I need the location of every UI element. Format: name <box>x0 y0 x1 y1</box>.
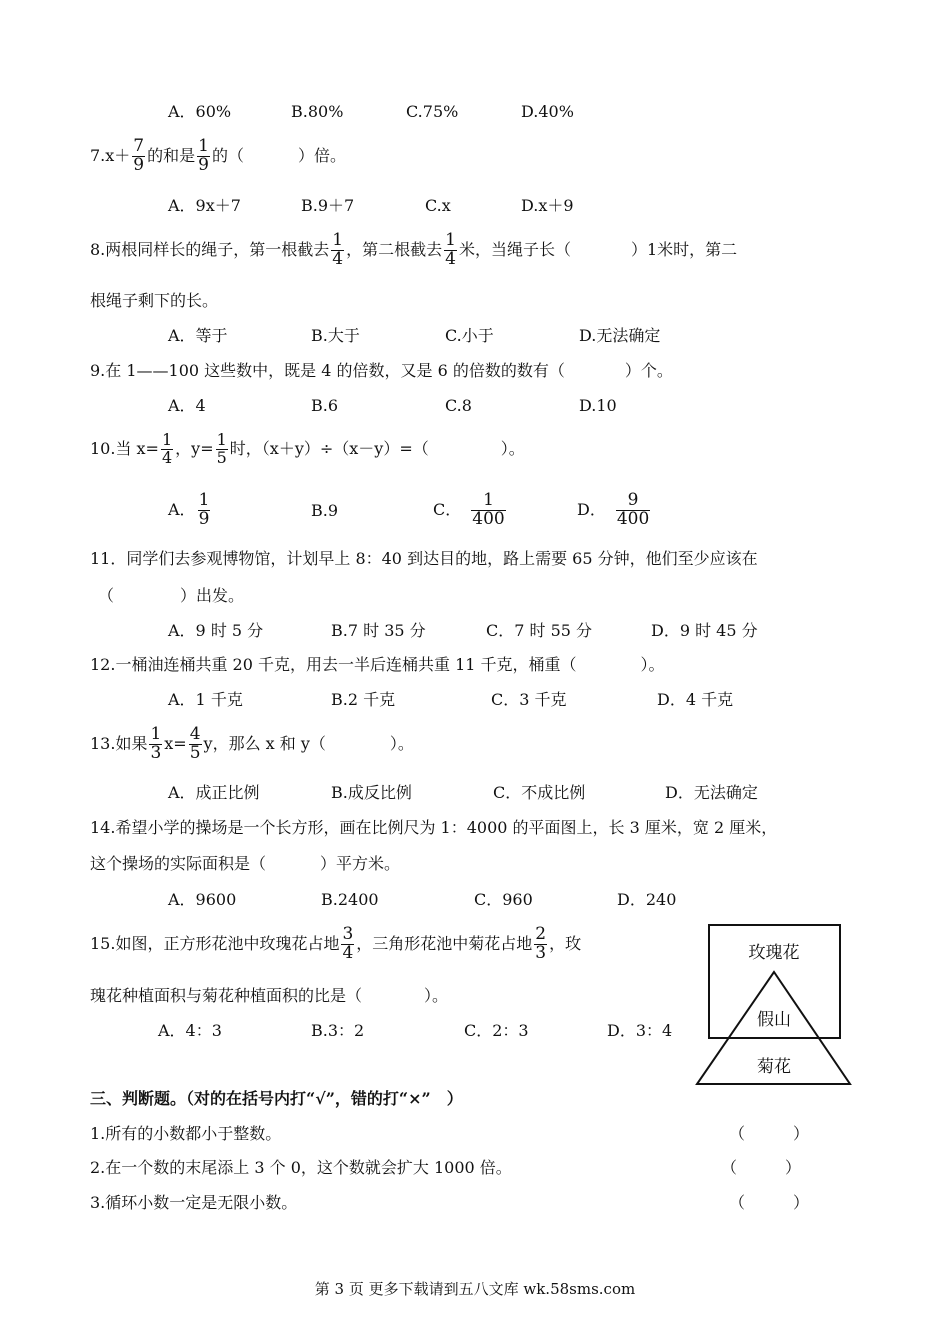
q9-option-d: D.10 <box>579 396 617 415</box>
q9-option-c: C.8 <box>445 396 472 415</box>
q13-option-d: D．无法确定 <box>665 783 758 802</box>
judge-paren-2[interactable]: （ ） <box>721 1158 802 1177</box>
q14-option-d: D．240 <box>617 890 677 909</box>
judge-item-2: 2.在一个数的末尾添上 3 个 0，这个数就会扩大 1000 倍。 <box>90 1158 512 1177</box>
overlap-label: 假山 <box>757 1010 791 1030</box>
q7-fraction-1-9: $\frac{1}{9}$ <box>198 136 209 175</box>
q13-stem: 13.如果 $\frac{1}{3}$ x= $\frac{4}{5}$ y，那么 x 和 y（ ）。 <box>90 724 414 763</box>
triangle-label: 菊花 <box>757 1057 791 1077</box>
q15-figure <box>690 920 860 1090</box>
q10-option-d: D． $\frac{9}{400}$ <box>577 490 650 529</box>
q7-option-c: C.x <box>425 196 451 215</box>
q12-option-d: D．4 千克 <box>657 690 734 709</box>
q8-fraction-2: $\frac{1}{4}$ <box>445 230 456 269</box>
q14-option-a: A．9600 <box>168 890 237 909</box>
q8-option-a: A．等于 <box>168 326 228 345</box>
q6-option-a: A．60% <box>168 102 232 121</box>
q14-stem-line2: 这个操场的实际面积是（ ）平方米。 <box>90 854 401 873</box>
q8-option-c: C.小于 <box>445 326 494 345</box>
q13-fraction-2: $\frac{4}{5}$ <box>189 724 201 763</box>
q8-fraction-1: $\frac{1}{4}$ <box>332 230 344 269</box>
q15-option-c: C．2：3 <box>464 1021 529 1040</box>
q13-option-c: C．不成比例 <box>493 783 586 802</box>
q7-fraction-7-9: $\frac{7}{9}$ <box>133 136 145 175</box>
q9-option-b: B.6 <box>311 396 339 415</box>
q6-option-b: B.80% <box>291 102 344 121</box>
q15-stem-line2: 瑰花种植面积与菊花种植面积的比是（ ）。 <box>90 986 449 1005</box>
q9-stem: 9.在 1——100 这些数中，既是 4 的倍数，又是 6 的倍数的数有（ ）个。 <box>90 361 673 380</box>
q13-option-a: A．成正比例 <box>168 783 260 802</box>
judge-paren-1[interactable]: （ ） <box>729 1124 810 1143</box>
page-footer: 第 3 页 更多下载请到五八文库 wk.58sms.com <box>314 1280 636 1298</box>
judge-item-3: 3.循环小数一定是无限小数。 <box>90 1193 298 1212</box>
q8-option-d: D.无法确定 <box>579 326 661 345</box>
q10-stem: 10.当 x= $\frac{1}{4}$ ，y= $\frac{1}{5}$ 时，（x＋y）÷（x－y）=（ ）。 <box>90 430 525 467</box>
q15-option-a: A．4：3 <box>158 1021 222 1040</box>
q8-option-b: B.大于 <box>311 326 360 345</box>
q14-stem: 14.希望小学的操场是一个长方形，画在比例尺为 1：4000 的平面图上，长 3 厘米，宽 2 厘米， <box>90 818 778 837</box>
q11-option-d: D．9 时 45 分 <box>651 621 758 640</box>
q7-option-a: A．9x＋7 <box>168 196 241 215</box>
q6-option-c: C.75% <box>406 102 459 121</box>
q15-option-d: D．3：4 <box>607 1021 673 1040</box>
q14-option-c: C．960 <box>474 890 533 909</box>
judge-paren-3[interactable]: （ ） <box>729 1193 810 1212</box>
q10-option-c: C． $\frac{1}{400}$ <box>433 490 505 529</box>
q12-option-b: B.2 千克 <box>331 690 396 709</box>
q7-option-b: B.9＋7 <box>301 196 355 215</box>
q9-option-a: A．4 <box>168 396 206 415</box>
q11-stem-line2: （ ）出发。 <box>98 586 245 605</box>
q7-option-d: D.x＋9 <box>521 196 574 215</box>
q12-option-a: A．1 千克 <box>168 690 243 709</box>
q15-stem: 15.如图，正方形花池中玫瑰花占地 $\frac{3}{4}$ ，三角形花池中菊花占地 $\frac{2}{3}$ ，玫 <box>90 924 582 963</box>
square-label: 玫瑰花 <box>748 943 800 963</box>
q10-fraction-x: $\frac{1}{4}$ <box>161 430 173 467</box>
judge-item-1: 1.所有的小数都小于整数。 <box>90 1124 282 1143</box>
q11-option-a: A．9 时 5 分 <box>168 621 264 640</box>
q10-option-a: A． $\frac{1}{9}$ <box>168 490 210 529</box>
section3-title: 三、判断题。（对的在括号内打“√”，错的打“×” ） <box>90 1089 463 1108</box>
q15-fraction-2: $\frac{2}{3}$ <box>535 924 547 963</box>
q15-fraction-1: $\frac{3}{4}$ <box>342 924 354 963</box>
q14-option-b: B.2400 <box>321 890 379 909</box>
q13-fraction-1: $\frac{1}{3}$ <box>150 724 162 763</box>
q8-stem-line2: 根绳子剩下的长。 <box>90 291 219 310</box>
q11-stem: 11．同学们去参观博物馆，计划早上 8：40 到达目的地，路上需要 65 分钟，他们至少应该在 <box>90 549 758 568</box>
q7-stem: 7.x＋ $\frac{7}{9}$ 的和是 $\frac{1}{9}$ 的（ ）倍。 <box>90 136 346 175</box>
q11-option-c: C．7 时 55 分 <box>486 621 593 640</box>
q15-option-b: B.3：2 <box>311 1021 365 1040</box>
q11-option-b: B.7 时 35 分 <box>331 621 426 640</box>
q12-stem: 12.一桶油连桶共重 20 千克，用去一半后连桶共重 11 千克，桶重（ ）。 <box>90 655 665 674</box>
q8-stem: 8.两根同样长的绳子，第一根截去 $\frac{1}{4}$ ，第二根截去 $\frac{1}{4}$ 米，当绳子长（ ）1米时，第二 <box>90 230 738 269</box>
q10-fraction-y: $\frac{1}{5}$ <box>216 430 227 467</box>
q6-option-d: D.40% <box>521 102 574 121</box>
q12-option-c: C．3 千克 <box>491 690 567 709</box>
q13-option-b: B.成反比例 <box>331 783 412 802</box>
q10-option-b: B.9 <box>311 501 339 520</box>
